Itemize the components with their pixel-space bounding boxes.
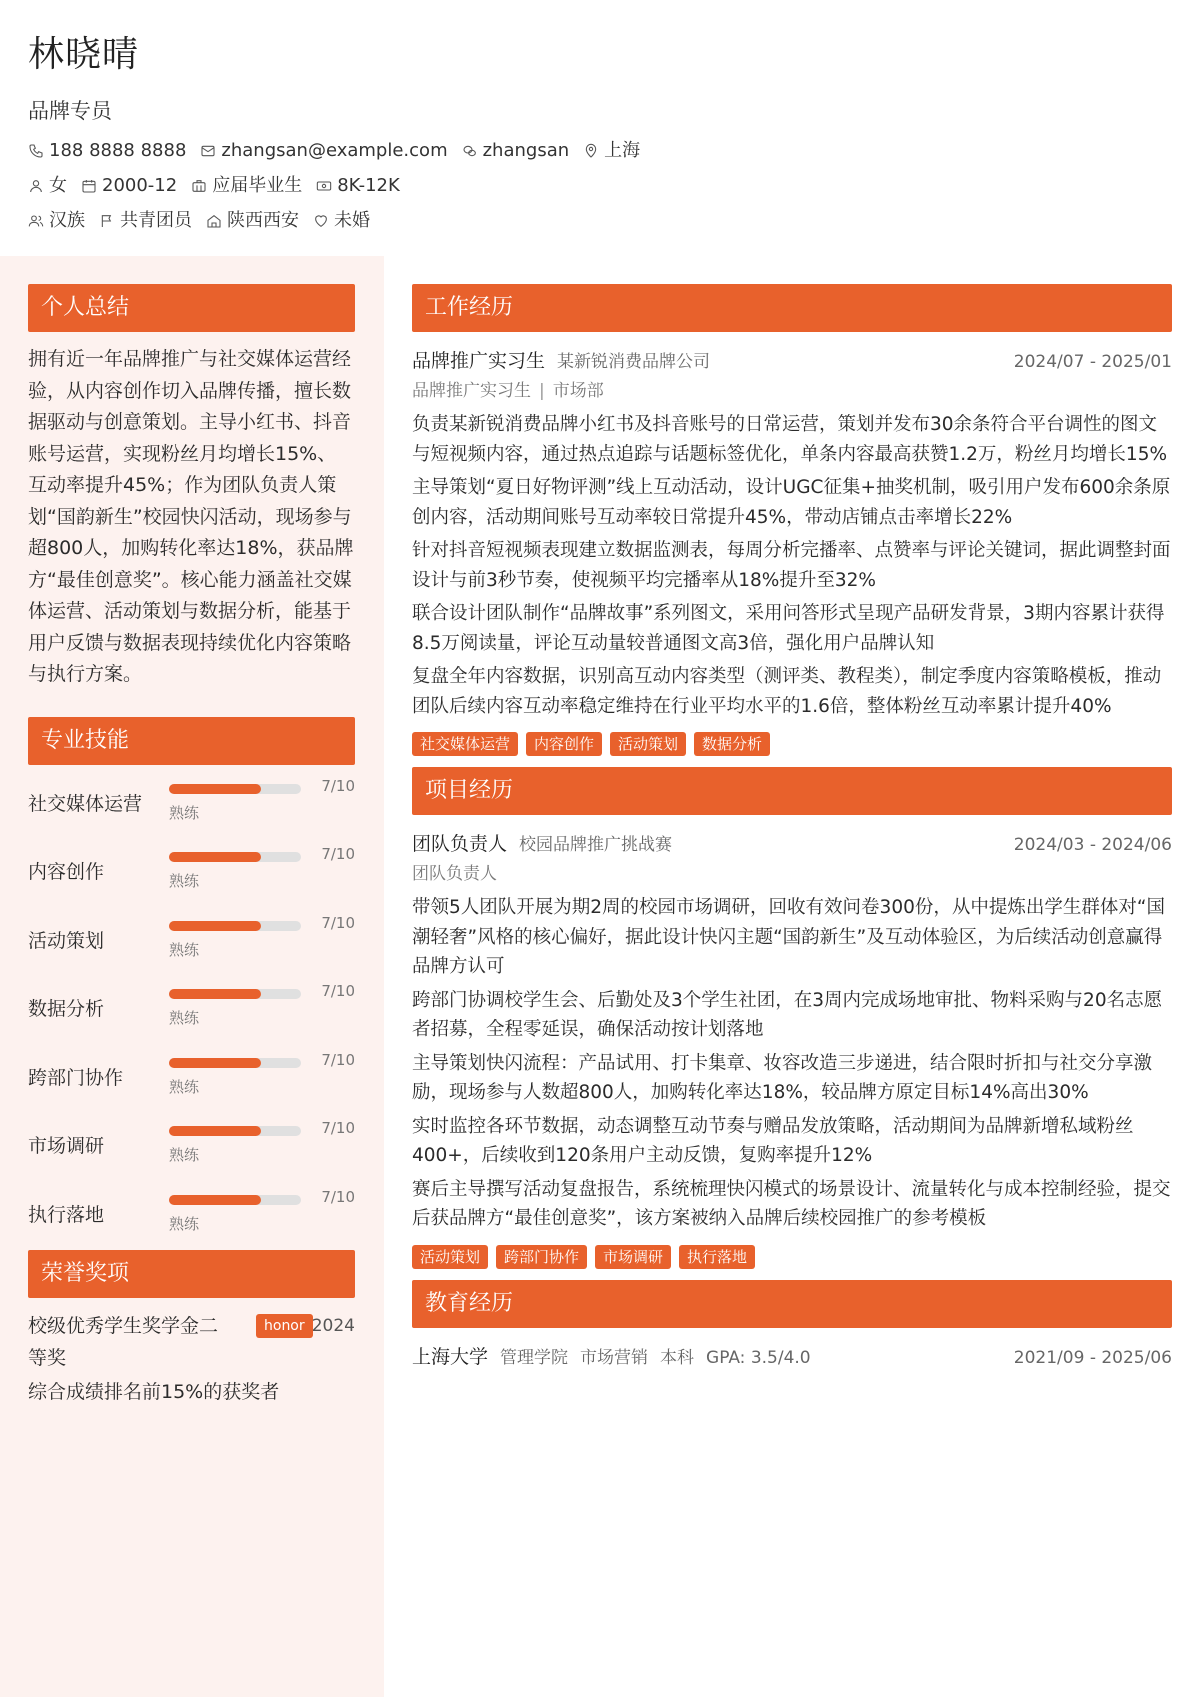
skill-item — [28, 839, 355, 908]
salary-text: 8K-12K — [337, 175, 400, 196]
right-column — [412, 284, 1172, 1372]
skill-tag: 内容创作 — [526, 732, 602, 756]
gpa: GPA: 3.5/4.0 — [706, 1347, 811, 1368]
wechat-icon — [462, 143, 478, 159]
skill-tag: 活动策划 — [610, 732, 686, 756]
skill-progress-track — [169, 1195, 301, 1205]
skill-level: 熟练 — [169, 1146, 200, 1164]
skill-tag: 跨部门协作 — [496, 1245, 587, 1269]
city-item — [583, 136, 640, 166]
honor-item — [28, 1310, 355, 1408]
work-role: 品牌推广实习生 — [412, 350, 546, 372]
degree: 本科 — [660, 1347, 695, 1368]
users-icon — [28, 213, 44, 229]
skill-score: 7/10 — [321, 982, 355, 1000]
skill-tag: 执行落地 — [679, 1245, 755, 1269]
skill-progress-bar — [169, 1195, 261, 1205]
candidate-name: 林晓晴 — [28, 34, 140, 75]
honor-name: 校级优秀学生奖学金二等奖 — [28, 1315, 219, 1369]
school-name: 上海大学 — [412, 1345, 489, 1368]
home-icon — [206, 213, 222, 229]
wechat-text: zhangsan — [482, 140, 570, 161]
honor-badge: honor — [256, 1314, 313, 1338]
skill-name: 数据分析 — [28, 998, 105, 1020]
project-entry-header — [412, 829, 1172, 859]
ethnicity-item — [28, 206, 85, 236]
skills-list — [28, 771, 355, 1251]
education-section-title: 教育经历 — [412, 1280, 1172, 1328]
skill-name: 活动策划 — [28, 929, 105, 952]
skill-tag: 活动策划 — [412, 1245, 488, 1269]
email-item[interactable] — [200, 136, 447, 166]
salary-item — [316, 171, 400, 201]
project-bullet: 跨部门协调校学生会、后勤处及3个学生社团，在3周内完成场地审批、物料采购与20名志愿者招募，全程零延误，确保活动按计划落地 — [412, 989, 1163, 1040]
skill-score: 7/10 — [321, 1119, 355, 1137]
project-section-title: 项目经历 — [412, 767, 1172, 815]
summary-section-title: 个人总结 — [28, 284, 355, 332]
skill-progress-track — [169, 852, 301, 862]
skill-score: 7/10 — [321, 845, 355, 863]
skill-level: 熟练 — [169, 872, 200, 890]
skill-name: 内容创作 — [28, 861, 105, 883]
project-role: 团队负责人 — [412, 833, 508, 855]
work-position: 品牌推广实习生 — [412, 381, 531, 401]
skill-progress-bar — [169, 852, 261, 862]
gender-item — [28, 171, 67, 201]
briefcase-icon — [191, 178, 207, 194]
skill-progress-bar — [169, 1126, 261, 1136]
wechat-item[interactable] — [462, 136, 570, 166]
skill-progress-track — [169, 989, 301, 999]
skill-progress-track — [169, 921, 301, 931]
skill-progress-bar — [169, 989, 261, 999]
birth-text: 2000-12 — [102, 175, 178, 196]
work-bullet: 主导策划“夏日好物评测”线上互动活动，设计UGC征集+抽奖机制，吸引用户发布600余条原创内容，活动期间账号互动率较日常提升45%，带动店铺点击率增长22% — [412, 477, 1171, 528]
skill-level: 熟练 — [169, 1077, 200, 1096]
work-bullet: 针对抖音短视频表现建立数据监测表，每周分析完播率、点赞率与评论关键词，据此调整封面设计与前3秒节奏，使视频平均完播率从18%提升至32% — [412, 540, 1171, 591]
phone-text: 188 8888 8888 — [49, 140, 187, 161]
skill-item — [28, 1045, 355, 1114]
background-row — [28, 206, 1168, 236]
skill-progress-track — [169, 1126, 301, 1136]
skill-progress-bar — [169, 1058, 261, 1068]
skill-tag: 数据分析 — [694, 732, 770, 756]
birth-item — [81, 171, 177, 201]
calendar-icon — [81, 178, 97, 194]
work-entry-header — [412, 346, 1172, 376]
work-company: 某新锐消费品牌公司 — [557, 352, 711, 372]
work-subtitle — [412, 376, 1172, 406]
resume-header — [28, 30, 1168, 236]
skill-tag: 市场调研 — [595, 1245, 671, 1269]
work-date: 2024/07 - 2025/01 — [1013, 352, 1172, 372]
phone-item[interactable] — [28, 136, 186, 166]
skill-item — [28, 976, 355, 1045]
politics-item — [99, 206, 192, 236]
money-icon — [316, 178, 332, 194]
job-title: 品牌专员 — [28, 99, 112, 123]
major-name: 市场营销 — [580, 1347, 649, 1368]
skill-name: 执行落地 — [28, 1203, 105, 1226]
contact-row — [28, 136, 1168, 166]
gender-text: 女 — [49, 175, 67, 196]
skill-name: 社交媒体运营 — [28, 792, 143, 815]
work-bullet: 联合设计团队制作“品牌故事”系列图文，采用问答形式呈现产品研发背景，3期内容累计获得8.5万阅读量，评论互动量较普通图文高3倍，强化用户品牌认知 — [412, 603, 1165, 654]
marital-item — [313, 206, 370, 236]
user-icon — [28, 178, 44, 194]
honor-year: 2024 — [311, 1316, 355, 1336]
personal-row — [28, 171, 1168, 201]
college-name: 管理学院 — [500, 1347, 569, 1368]
email-text: zhangsan@example.com — [221, 140, 448, 161]
work-entry — [412, 346, 1172, 756]
skill-name: 跨部门协作 — [28, 1066, 124, 1089]
project-date: 2024/03 - 2024/06 — [1013, 835, 1172, 855]
status-item — [191, 171, 302, 201]
hometown-text: 陕西西安 — [227, 210, 299, 231]
mail-icon — [200, 143, 216, 159]
project-bullet: 赛后主导撰写活动复盘报告，系统梳理快闪模式的场景设计、流量转化与成本控制经验，提交后获品牌方“最佳创意奖”，该方案被纳入品牌后续校园推广的参考模板 — [412, 1178, 1171, 1229]
separator: | — [539, 381, 545, 401]
skill-item — [28, 1182, 355, 1251]
project-name: 校园品牌推广挑战赛 — [519, 835, 673, 855]
skill-level: 熟练 — [169, 940, 200, 959]
project-entry — [412, 829, 1172, 1269]
skill-item — [28, 771, 355, 840]
project-bullet: 实时监控各环节数据，动态调整互动节奏与赠品发放策略，活动期间为品牌新增私域粉丝400+，后续收到120条用户主动反馈，复购率提升12% — [412, 1115, 1134, 1166]
skill-level: 熟练 — [169, 1214, 200, 1233]
skills-section-title: 专业技能 — [28, 717, 355, 765]
work-section-title: 工作经历 — [412, 284, 1172, 332]
project-subtitle: 团队负责人 — [412, 864, 497, 884]
skill-level: 熟练 — [169, 803, 200, 822]
skill-item — [28, 1113, 355, 1182]
work-tags — [412, 732, 1172, 756]
phone-icon — [28, 143, 44, 159]
skill-score: 7/10 — [321, 1187, 355, 1206]
skill-name: 市场调研 — [28, 1135, 105, 1157]
work-bullet: 复盘全年内容数据，识别高互动内容类型（测评类、教程类），制定季度内容策略模板，推动团队后续内容互动率稳定维持在行业平均水平的1.6倍，整体粉丝互动率累计提升40% — [412, 666, 1162, 717]
skill-item — [28, 908, 355, 977]
heart-icon — [313, 213, 329, 229]
status-text: 应届毕业生 — [212, 175, 303, 196]
work-department: 市场部 — [552, 381, 604, 401]
skill-progress-track — [169, 784, 301, 794]
skill-tag: 社交媒体运营 — [412, 732, 518, 756]
skill-level: 熟练 — [169, 1009, 200, 1027]
skill-score: 7/10 — [321, 913, 355, 932]
city-text: 上海 — [604, 140, 641, 161]
education-entry — [412, 1342, 1172, 1372]
flag-icon — [99, 213, 115, 229]
hometown-item — [206, 206, 299, 236]
skill-score: 7/10 — [321, 1050, 355, 1069]
project-tags — [412, 1245, 1172, 1269]
honor-description: 综合成绩排名前15%的获奖者 — [28, 1381, 280, 1403]
politics-text: 共青团员 — [120, 210, 192, 231]
education-date: 2021/09 - 2025/06 — [1013, 1347, 1172, 1368]
work-bullet: 负责某新锐消费品牌小红书及抖音账号的日常运营，策划并发布30余条符合平台调性的图文与短视频内容，通过热点追踪与话题标签优化，单条内容最高获赞1.2万，粉丝月均增长15% — [412, 414, 1168, 465]
summary-text: 拥有近一年品牌推广与社交媒体运营经验，从内容创作切入品牌传播，擅长数据驱动与创意策划。主导小红书、抖音账号运营，实现粉丝月均增长15%、互动率提升45%；作为团队负责人策划“国韵新生”校园快闪活动，现场参与超800人，加购转化率达18%，获品牌方“最佳创意奖”。核心能力涵盖社交媒体运营、活动策划与数据分析，能基于用户反馈与数据表现持续优化内容策略与执行方案。 — [28, 348, 354, 685]
ethnicity-text: 汉族 — [49, 210, 85, 231]
location-pin-icon — [583, 143, 599, 159]
left-column — [28, 284, 355, 1408]
project-bullet: 带领5人团队开展为期2周的校园市场调研，回收有效问卷300份，从中提炼出学生群体对“国潮轻奢”风格的核心偏好，据此设计快闪主题“国韵新生”及互动体验区，为后续活动创意赢得品牌方认可 — [412, 897, 1165, 977]
skill-progress-track — [169, 1058, 301, 1068]
skill-progress-bar — [169, 784, 261, 794]
skill-score: 7/10 — [321, 776, 355, 795]
marital-text: 未婚 — [334, 210, 370, 231]
honors-section-title: 荣誉奖项 — [28, 1250, 355, 1298]
skill-progress-bar — [169, 921, 261, 931]
project-bullet: 主导策划快闪流程：产品试用、打卡集章、妆容改造三步递进，结合限时折扣与社交分享激励，现场参与人数超800人，加购转化率达18%，较品牌方原定目标14%高出30% — [412, 1052, 1153, 1103]
